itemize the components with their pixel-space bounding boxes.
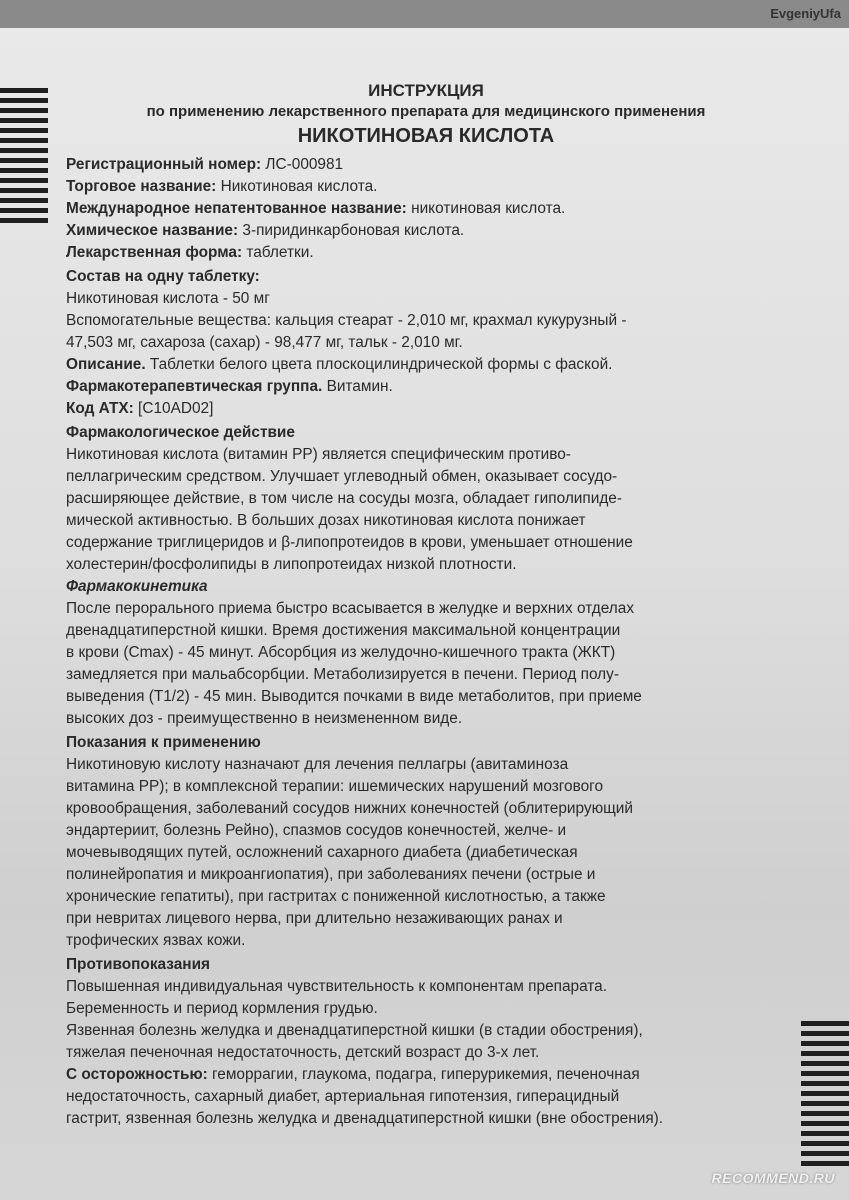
contraindications-heading: Противопоказания (66, 956, 211, 973)
field-chemical-name: Химическое название: 3-пиридинкарбоновая кислота. (66, 222, 465, 239)
author-name: EvgeniyUfa (770, 6, 841, 21)
contraindications-text: Повышенная индивидуальная чувствительность к компонентам препарата. Беременность и период кормления грудью. Язвенная болезнь желудка и двенадцатиперстной кишки (в стадии обострения), тяжелая печеночная недостаточность, детский возраст до 3-х лет. (66, 978, 643, 1061)
field-description: Описание. Таблетки белого цвета плоскоцилиндрической формы с фаской. (66, 356, 613, 373)
watermark-logo: RECOMMEND.RU (711, 1170, 835, 1186)
caution-label: С осторожностью: (66, 1066, 208, 1083)
pharmacology-text: Никотиновая кислота (витамин РР) является специфическим противо- пеллагрическим средством. Улучшает углеводный обмен, оказывает сосудо- расширяющее действие, в том числе на сосуды мозга, обладает гиполипиде- мической активностью. В больших дозах никотиновая кислота понижает содержание триглицеридов и β-липопротеидов в крови, уменьшает отношение холестерин/фосфолипиды в липопротеидах низкой плотности. (66, 446, 633, 573)
indications-text: Никотиновую кислоту назначают для лечения пеллагры (авитаминоза витамина РР); в комплексной терапии: ишемических нарушений мозгового кровообращения, заболеваний сосудов нижних конечностей (облитерирующий эндартериит, болезнь Рейно), спазмов сосудов конечностей, желче- и мочевыводящих путей, осложнений сахарного диабета (диабетическая полинейропатия и микроангиопатия), при заболеваниях печени (острые и хронические гепатиты), при гастритах с пониженной кислотностью, а также при невритах лицевого нерва, при длительно незаживающих ранах и трофических язвах кожи. (66, 756, 633, 949)
pharmacology-heading: Фармакологическое действие (66, 424, 295, 441)
pharmacokinetics-text: После перорального приема быстро всасывается в желудке и верхних отделах двенадцатиперстной кишки. Время достижения максимальной концентрации в крови (Cmax) - 45 минут. Абсорбция из желудочно-кишечного тракта (ЖКТ) замедляется при мальабсорбции. Метаболизируется в печени. Период полу- выведения (T1/2) - 45 мин. Выводится почками в виде метаболитов, при приеме высоких доз - преимущественно в неизмененном виде. (66, 600, 642, 727)
instruction-sheet (0, 28, 849, 1200)
caution-text: С осторожностью: геморрагии, глаукома, подагра, гиперурикемия, печеночная недостаточность, сахарный диабет, артериальная гипотензия, гиперацидный гастрит, язвенная болезнь желудка и двенадцатиперстной кишки (вне обострения). (66, 1066, 664, 1127)
field-trade-name: Торговое название: Никотиновая кислота. (66, 178, 378, 195)
composition-heading: Состав на одну таблетку: (66, 268, 260, 285)
field-registration: Регистрационный номер: ЛС-000981 (66, 156, 344, 173)
doc-subtitle: по применению лекарственного препарата для медицинского применения (146, 103, 706, 120)
drug-name: НИКОТИНОВАЯ КИСЛОТА (297, 125, 555, 147)
left-stripe-marks (0, 88, 48, 228)
indications-heading: Показания к применению (66, 734, 261, 751)
field-inn: Международное непатентованное название: никотиновая кислота. (66, 200, 566, 217)
field-atc-code: Код АТХ: [C10AD02] (66, 400, 214, 417)
right-stripe-marks (801, 1021, 849, 1171)
composition-text: Никотиновая кислота - 50 мг Вспомогательные вещества: кальция стеарат - 2,010 мг, крахмал кукурузный - 47,503 мг, сахароза (сахар) - 98,477 мг, тальк - 2,010 мг. (66, 290, 627, 351)
field-pharm-group: Фармакотерапевтическая группа. Витамин. (66, 378, 393, 395)
doc-title: ИНСТРУКЦИЯ (368, 81, 484, 100)
pharmacokinetics-heading: Фармакокинетика (66, 578, 208, 595)
field-dosage-form: Лекарственная форма: таблетки. (66, 244, 314, 261)
document-body (66, 80, 786, 1130)
